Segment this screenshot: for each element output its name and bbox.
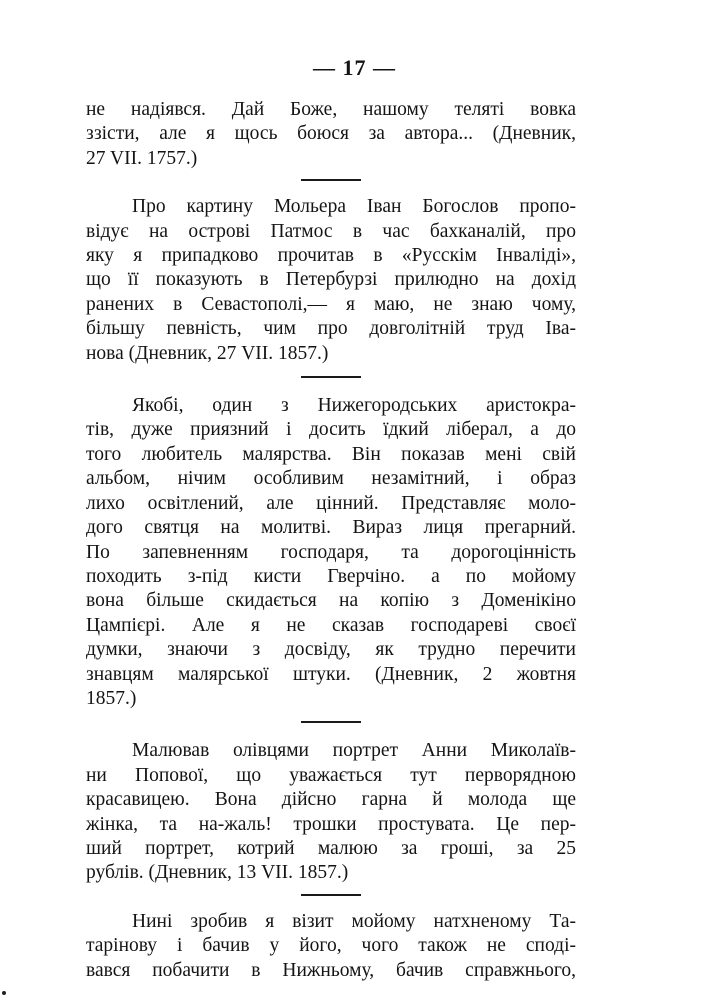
- paragraph-yakobi: [86, 394, 576, 711]
- section-divider: [301, 179, 361, 181]
- text-line: тів, дуже приязний і досить їдкий ліберал, а до: [86, 419, 576, 441]
- text-line: 27 VII. 1757.): [86, 147, 198, 169]
- text-line: тарінову і бачив у його, чого також не споді-: [86, 935, 576, 957]
- text-line: альбом, нічим особливим незамітний, і образ: [86, 468, 576, 490]
- page-number: — 17 —: [313, 55, 396, 80]
- paragraph-diary-1757: [86, 98, 576, 171]
- text-line: думки, знаючи з досвіду, як трудно перечити: [86, 639, 576, 661]
- text-line: відує на острові Патмос в час бахканалій, про: [86, 220, 576, 242]
- body-text: [86, 98, 576, 983]
- paragraph-molier-painting: [86, 195, 576, 366]
- text-line: Про картину Мольера Іван Богослов пропо-: [132, 196, 576, 218]
- text-line: походить з-під кисти Гверчіно. а по мойому: [86, 565, 576, 587]
- text-line: того любитель малярства. Він показав мені свій: [86, 443, 576, 465]
- text-line: більшу певність, чим про довголітній труд Іва-: [86, 318, 576, 340]
- text-line: вона більше скидається на копію з Доменікіно: [86, 590, 576, 612]
- text-line: ший портрет, котрий малюю за гроші, за 25: [86, 837, 576, 859]
- section-divider: [301, 894, 361, 896]
- section-divider: [301, 721, 361, 723]
- paragraph-portrait-popova: [86, 739, 576, 885]
- scan-speck-mark: [2, 991, 6, 995]
- text-line: ни Попової, що уважається тут перворядною: [86, 764, 576, 786]
- text-line: лихо освітлений, але цінний. Представляє моло-: [86, 492, 576, 514]
- section-divider: [301, 376, 361, 378]
- text-line: що її показують в Петербурзі прилюдно на дохід: [86, 269, 576, 291]
- text-line: ранених в Севастополі,— я маю, не знаю чому,: [86, 293, 576, 315]
- text-line: жінка, та на-жаль! трошки простувата. Це пер-: [86, 813, 576, 835]
- text-line: 1857.): [86, 687, 137, 709]
- text-line: ззісти, але я щось боюся за автора... (Дневник,: [86, 123, 576, 145]
- text-line: рублів. (Дневник, 13 VII. 1857.): [86, 862, 349, 884]
- text-line: Нині зробив я візит мойому натхненому Та-: [132, 910, 576, 932]
- text-line: Якобі, один з Нижегородських аристокра-: [132, 395, 576, 417]
- text-line: Цампієрі. Але я не сказав господареві своєї: [86, 614, 576, 636]
- text-line: Малював олівцями портрет Анни Миколаїв-: [132, 740, 576, 762]
- text-line: не надіявся. Дай Боже, нашому теляті вовка: [86, 99, 576, 120]
- text-line: яку я припадково прочитав в «Русскім Інваліді»,: [86, 245, 576, 267]
- text-line: вався побачити в Нижньому, бачив справжнього,: [86, 959, 576, 981]
- text-line: дого святця на молитві. Вираз лиця прегарний.: [86, 517, 576, 539]
- text-line: красавицею. Вона дійсно гарна й молода ще: [86, 789, 576, 811]
- text-line: знавцям малярської штуки. (Дневник, 2 жовтня: [86, 663, 576, 685]
- paragraph-tatarinov-visit: [86, 910, 576, 983]
- text-line: По запевненням господаря, та дорогоцінність: [86, 541, 576, 563]
- text-line: нова (Дневник, 27 VII. 1857.): [86, 342, 329, 364]
